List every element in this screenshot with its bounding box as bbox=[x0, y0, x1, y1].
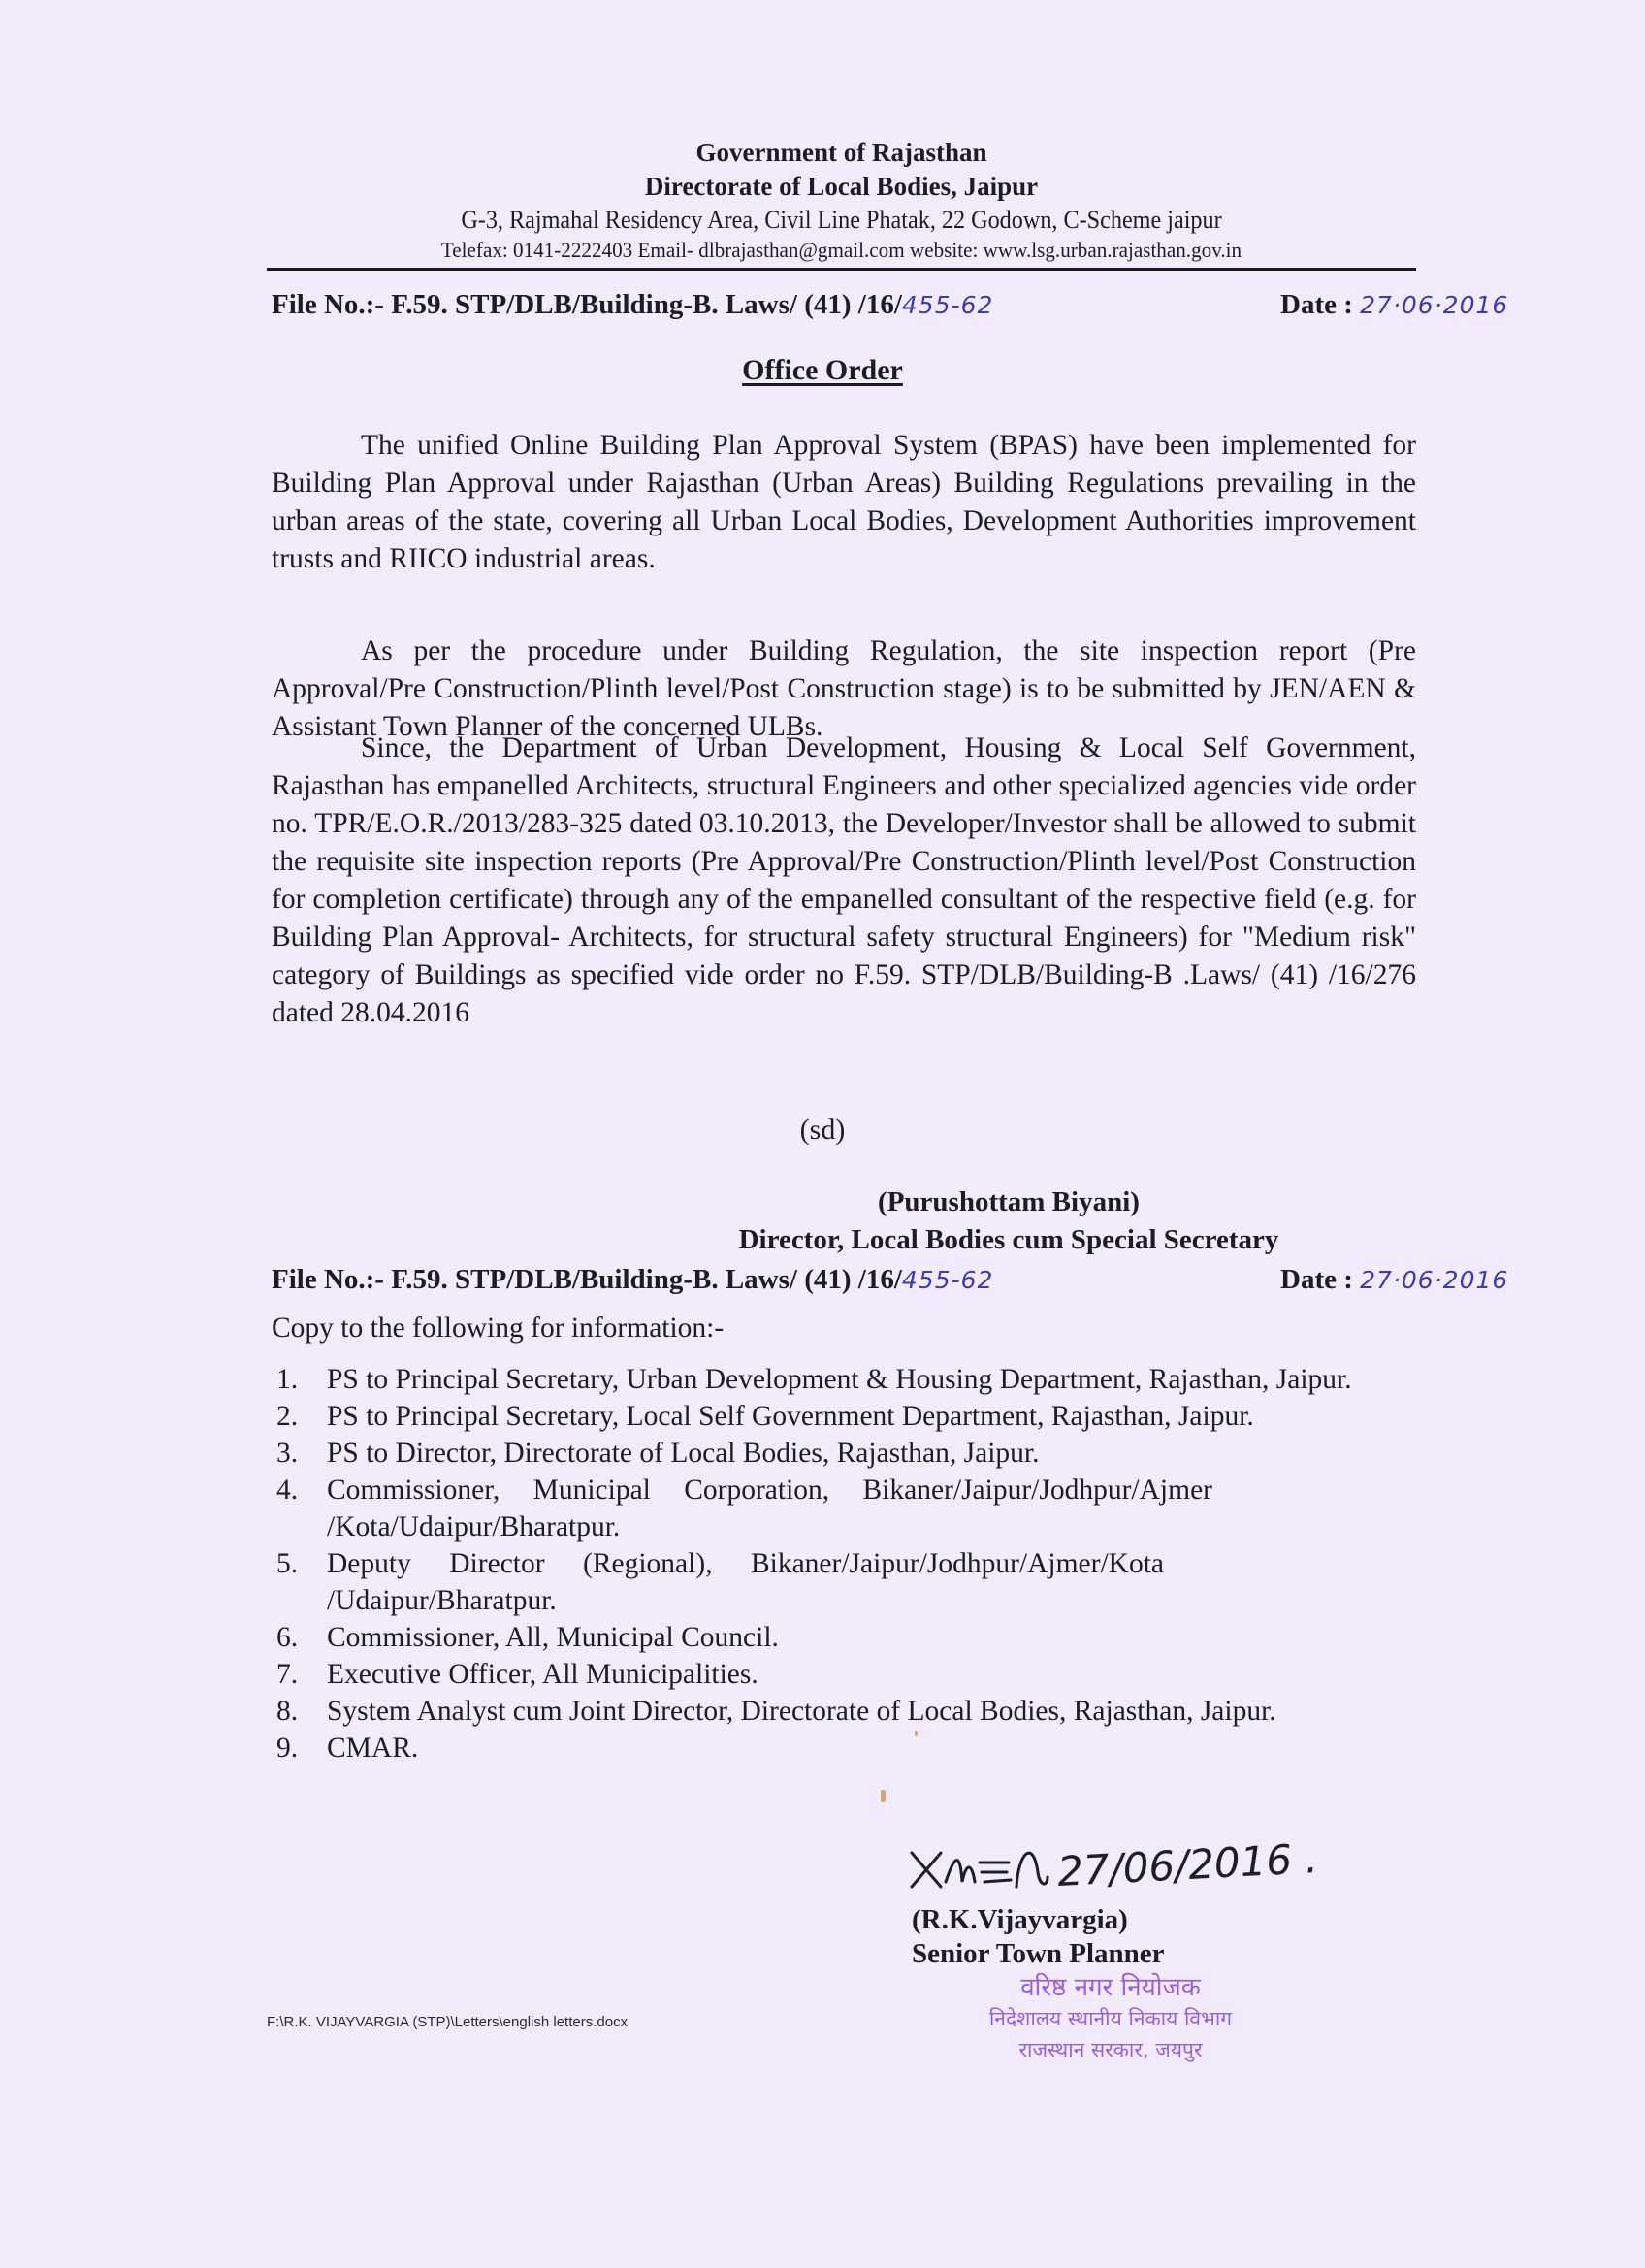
director-designation: Director, Local Bodies cum Special Secretary bbox=[738, 1224, 1279, 1255]
list-number: 5. bbox=[276, 1548, 299, 1579]
copy-intro: Copy to the following for information:- bbox=[272, 1312, 725, 1344]
list-number: 4. bbox=[276, 1474, 299, 1506]
director-signature-block bbox=[660, 1183, 1358, 1259]
list-text: Deputy Director (Regional), Bikaner/Jaipur/Jodhpur/Ajmer/Kota /Udaipur/Bharatpur. bbox=[327, 1548, 1164, 1616]
paper-speck bbox=[915, 1731, 918, 1736]
list-text: PS to Director, Directorate of Local Bodies, Rajasthan, Jaipur. bbox=[327, 1438, 1040, 1469]
stamp-line-2: निदेशालय स्थानीय निकाय विभाग bbox=[988, 2007, 1233, 2030]
footer-file-path: F:\R.K. VIJAYVARGIA (STP)\Letters\english letters.docx bbox=[267, 2014, 629, 2030]
list-number: 7. bbox=[276, 1659, 299, 1690]
list-text: CMAR. bbox=[327, 1733, 419, 1764]
list-item bbox=[276, 1472, 1416, 1545]
copy-file-number-line bbox=[272, 1264, 1509, 1303]
file-number-handwritten: 455-62 bbox=[901, 1266, 994, 1294]
office-order-title: Office Order bbox=[742, 354, 903, 386]
paragraph-text: Since, the Department of Urban Development, Housing & Local Self Government, Rajasthan has empanelled Architects, structural Engineers and other specialized agencies vide order no. TPR/E.O.R./2013/283-325 dated 03.10.2013, the Developer/Investor shall be allowed to submit the requisite site inspection reports (Pre Approval/Pre Construction/Plinth level/Post Construction for completion certificate) through any of the empanelled consultant of the respective field (e.g. for Building Plan Approval- Architects, for structural safety structural Engineers) for "Medium risk" category of Buildings as specified vide order no F.59. STP/DLB/Building-B .Laws/ (41) /16/276 dated 28.04.2016 bbox=[272, 732, 1416, 1028]
list-text: System Analyst cum Joint Director, Directorate of Local Bodies, Rajasthan, Jaipur. bbox=[327, 1696, 1276, 1727]
list-text: PS to Principal Secretary, Local Self Government Department, Rajasthan, Jaipur. bbox=[327, 1401, 1254, 1432]
letterhead-directorate: Directorate of Local Bodies, Jaipur bbox=[644, 172, 1039, 201]
copy-file-number bbox=[272, 1264, 993, 1296]
letterhead-contact: Telefax: 0141-2222403 Email- dlbrajasthan@gmail.com website: www.lsg.urban.rajasthan.gov.in bbox=[440, 238, 1242, 262]
list-number: 6. bbox=[276, 1622, 299, 1653]
list-number: 8. bbox=[276, 1696, 299, 1727]
list-text: Commissioner, Municipal Corporation, Bikaner/Jaipur/Jodhpur/Ajmer /Kota/Udaipur/Bharatpur. bbox=[327, 1474, 1212, 1542]
paragraph-1 bbox=[272, 427, 1416, 578]
copy-file-date bbox=[1280, 1264, 1508, 1296]
letterhead-address: G-3, Rajmahal Residency Area, Civil Line Phatak, 22 Godown, C-Scheme jaipur bbox=[461, 206, 1222, 234]
list-item bbox=[276, 1361, 1416, 1398]
stp-name: (R.K.Vijayvargia) bbox=[912, 1904, 1128, 1935]
list-item bbox=[276, 1693, 1416, 1730]
letterhead-divider bbox=[267, 268, 1416, 271]
date-label: Date : bbox=[1280, 289, 1353, 320]
file-number-line bbox=[272, 289, 1509, 328]
file-number-label: File No.:- F.59. STP/DLB/Building-B. Laws/ (41) /16/ bbox=[272, 289, 902, 320]
list-text: Executive Officer, All Municipalities. bbox=[327, 1659, 758, 1690]
date-label: Date : bbox=[1280, 1264, 1353, 1295]
file-number-label: File No.:- F.59. STP/DLB/Building-B. Laws/ (41) /16/ bbox=[272, 1264, 902, 1295]
director-name: (Purushottam Biyani) bbox=[878, 1186, 1140, 1217]
list-number: 1. bbox=[276, 1364, 299, 1395]
signed-marker: (sd) bbox=[799, 1114, 846, 1146]
list-item bbox=[276, 1435, 1416, 1472]
paragraph-3 bbox=[272, 729, 1416, 1032]
page-title bbox=[0, 354, 1645, 387]
list-item bbox=[276, 1398, 1416, 1435]
letterhead-government: Government of Rajasthan bbox=[695, 138, 987, 167]
list-text: Commissioner, All, Municipal Council. bbox=[327, 1622, 779, 1653]
list-number: 9. bbox=[276, 1733, 299, 1764]
stp-designation: Senior Town Planner bbox=[912, 1938, 1165, 1969]
list-item bbox=[276, 1656, 1416, 1693]
stamp-line-1: वरिष्ठ नगर नियोजक bbox=[1020, 1973, 1201, 2002]
list-item bbox=[276, 1619, 1416, 1656]
paragraph-text: The unified Online Building Plan Approval System (BPAS) have been implemented for Building Plan Approval under Rajasthan (Urban Areas) Building Regulations prevailing in the urban areas of the state, covering all Urban Local Bodies, Development Authorities improvement trusts and RIICO industrial areas. bbox=[272, 430, 1416, 574]
date-handwritten: 27·06·2016 bbox=[1360, 1266, 1509, 1294]
signature-date-handwritten: 27/06/2016 . bbox=[1055, 1834, 1319, 1895]
list-number: 3. bbox=[276, 1438, 299, 1469]
date-handwritten: 27·06·2016 bbox=[1360, 291, 1509, 319]
copy-list bbox=[276, 1361, 1416, 1766]
list-item bbox=[276, 1730, 1416, 1766]
list-text: PS to Principal Secretary, Urban Development & Housing Department, Rajasthan, Jaipur. bbox=[327, 1364, 1352, 1395]
file-number-handwritten: 455-62 bbox=[901, 291, 994, 319]
file-number bbox=[272, 289, 993, 321]
official-stamp bbox=[931, 1972, 1290, 2065]
letterhead bbox=[267, 136, 1416, 264]
paragraph-text: As per the procedure under Building Regulation, the site inspection report (Pre Approval/Pre Construction/Plinth level/Post Construction stage) is to be submitted by JEN/AEN & Assistant Town Planner of the concerned ULBs. bbox=[272, 635, 1416, 742]
list-item bbox=[276, 1545, 1416, 1619]
file-date bbox=[1280, 289, 1508, 321]
stamp-line-3: राजस्थान सरकार, जयपुर bbox=[1018, 2038, 1203, 2061]
list-number: 2. bbox=[276, 1401, 299, 1432]
paper-speck bbox=[881, 1790, 886, 1802]
